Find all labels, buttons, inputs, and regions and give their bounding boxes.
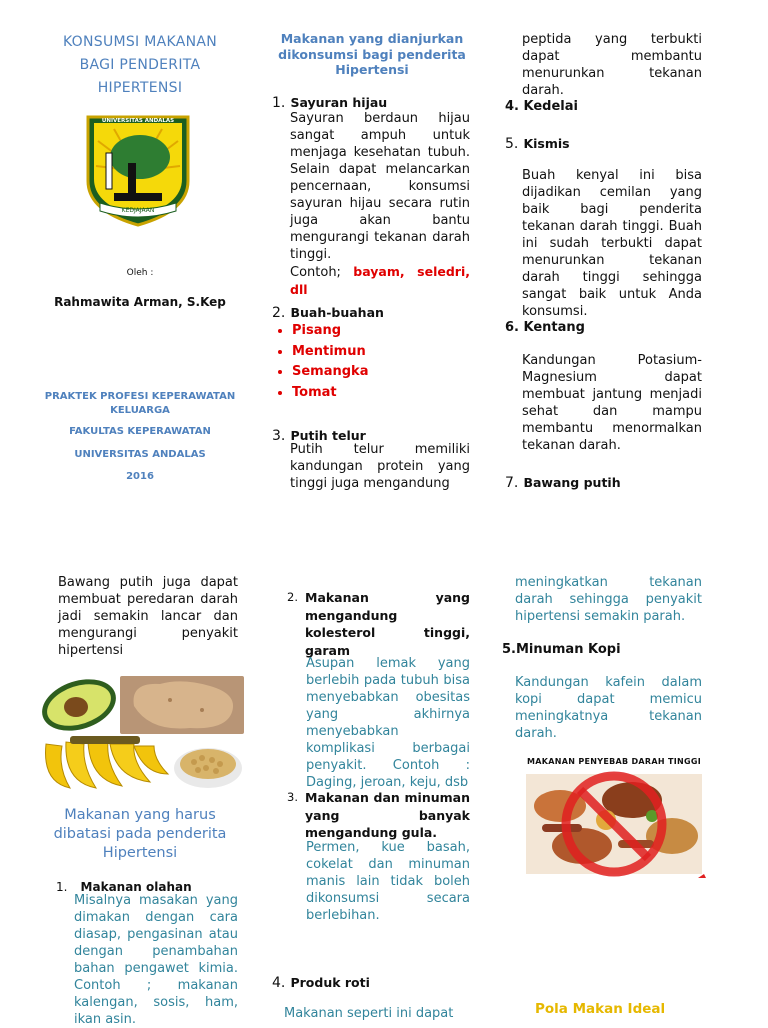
- limited-heading-line-2: dibatasi pada penderita: [53, 826, 227, 842]
- limited-item-4-continued: meningkatkan tekanan darah sehingga penyakit hipertensi semakin parah.: [515, 575, 702, 624]
- recommended-item-1-text: [290, 110, 470, 299]
- fruit-list: [266, 321, 492, 403]
- item-title: Kismis: [523, 136, 570, 151]
- item-number: 3.: [287, 790, 298, 804]
- limited-item-1-text: Misalnya masakan yang dimakan dengan cara diasap, pengasinan atau dengan penambahan bahan pengawet kimia. Contoh ; makanan kalengan, sosis, ham, ikan asin.: [74, 893, 238, 1027]
- limited-heading: [30, 806, 250, 863]
- banner-image: [522, 757, 706, 885]
- item-description: Sayuran berdaun hijau sangat ampuh untuk menjaga kesehatan tubuh. Selain dapat melancarkan pencernaan, konsumsi sayuran hijau secara rutin juga akan bantu mengurangi tekanan darah tinggi.: [290, 111, 470, 262]
- no-junk-food-illustration: [522, 766, 706, 882]
- limited-item-2-heading: [287, 589, 470, 659]
- limited-item-3-text: Permen, kue basah, cokelat dan minuman manis lain tidak boleh dikonsumsi secara berlebihan.: [306, 840, 470, 923]
- item-number: 5.: [505, 136, 519, 152]
- limited-item-5-heading: 5.Minuman Kopi: [502, 642, 621, 657]
- list-item: • Pisang: [292, 321, 492, 342]
- recommended-item-4-heading: 4. Kedelai: [505, 99, 578, 114]
- limited-heading-line-1: Makanan yang harus: [64, 807, 216, 823]
- limited-heading-line-3: Hipertensi: [102, 845, 178, 861]
- list-item: • Semangka: [292, 362, 492, 383]
- limited-item-2-text: Asupan lemak yang berlebih pada tubuh bisa menyebabkan obesitas yang akhirnya menyebabkan komplikasi berbagai penyakit. Contoh : Daging, jeroan, keju, dsb: [306, 656, 470, 790]
- recommended-item-3-text: Putih telur memiliki kandungan protein yang tinggi juga mengandung: [290, 442, 470, 491]
- limited-item-3-heading: [287, 789, 470, 842]
- limited-item-4-text: Makanan seperti ini dapat: [284, 1006, 454, 1021]
- item-title: Putih telur: [290, 428, 366, 443]
- potato-photo: [120, 676, 244, 734]
- logo-top-text: UNIVERSITAS ANDALAS: [101, 118, 175, 124]
- recommended-item-2-heading: [272, 302, 384, 321]
- garlic-text: Bawang putih juga dapat membuat peredaran darah jadi semakin lancar dan mengurangi penyakit hipertensi: [58, 575, 238, 658]
- item-number: 7.: [505, 475, 519, 491]
- limited-item-4-heading: [272, 972, 370, 991]
- university-logo: [84, 111, 192, 227]
- limited-item-5-text: Kandungan kafein dalam kopi dapat memicu meningkatnya tekanan darah.: [515, 675, 702, 741]
- banner-caption: MAKANAN PENYEBAB DARAH TINGGI: [527, 757, 701, 766]
- list-item: • Tomat: [292, 383, 492, 404]
- example-values: bayam, seledri, dll: [290, 264, 470, 297]
- item-number: 1.: [272, 95, 286, 111]
- recommended-item-1-heading: [272, 92, 387, 111]
- item-number: 4.: [272, 975, 286, 991]
- item-title: Makanan dan minuman yang banyak mengandung gula.: [305, 790, 470, 840]
- recommended-heading-line-3: Hipertensi: [335, 62, 409, 77]
- list-item: • Mentimun: [292, 342, 492, 363]
- recommended-heading-line-1: Makanan yang dianjurkan: [280, 31, 464, 46]
- year: 2016: [126, 471, 154, 482]
- item-number: 2.: [287, 590, 298, 604]
- soybean-photo: [172, 734, 244, 792]
- institution-block: [20, 390, 260, 418]
- cover-title-line-1: KONSUMSI MAKANAN: [62, 34, 218, 50]
- recommended-heading: [262, 31, 482, 78]
- recommended-item-6-text: Kandungan Potasium-Magnesium dapat membuat jantung menjadi sehat dan mampu membantu menormalkan tekanan darah.: [522, 353, 702, 453]
- item-number: 3.: [272, 428, 286, 444]
- recommended-item-5-heading: [505, 133, 570, 152]
- by-label: Oleh :: [126, 268, 154, 278]
- cover-title-line-2: BAGI PENDERITA: [79, 57, 201, 73]
- item-title: Makanan olahan: [80, 880, 192, 894]
- banana-photo: [40, 734, 170, 792]
- item-number: 1.: [56, 880, 68, 894]
- recommended-item-7-heading: [505, 472, 621, 491]
- university-name: UNIVERSITAS ANDALAS: [74, 449, 206, 460]
- faculty-name: FAKULTAS KEPERAWATAN: [69, 426, 211, 437]
- footer-heading: Pola Makan Ideal: [535, 1001, 666, 1017]
- item-title: Buah-buahan: [290, 305, 384, 320]
- recommended-item-6-heading: 6. Kentang: [505, 320, 585, 335]
- institution-line-2: KELUARGA: [110, 405, 170, 416]
- recommended-item-5-text: Buah kenyal ini bisa dijadikan cemilan yang baik bagi penderita tekanan darah tinggi. Buah ini sudah terbukti dapat menurunkan tekanan darah tinggi sehingga sangat baik untuk Anda konsumsi.: [522, 168, 702, 319]
- recommended-item-3-continued: peptida yang terbukti dapat membantu menurunkan tekanan darah.: [522, 32, 702, 98]
- item-title: Produk roti: [290, 975, 370, 990]
- recommended-heading-line-2: dikonsumsi bagi penderita: [278, 46, 466, 62]
- item-number: 2.: [272, 305, 286, 321]
- item-title: Sayuran hijau: [290, 95, 388, 110]
- institution-line-1: PRAKTEK PROFESI KEPERAWATAN: [44, 391, 236, 402]
- item-title: Bawang putih: [523, 475, 621, 490]
- avocado-photo: [40, 676, 118, 734]
- item-title: Makanan yang mengandung kolesterol tinggi, garam: [305, 590, 470, 658]
- cover-title: [40, 31, 240, 100]
- logo-ribbon-text: KEDJAJAAN: [121, 207, 155, 214]
- author-name: Rahmawita Arman, S.Kep: [54, 295, 226, 309]
- example-label: Contoh;: [290, 265, 354, 280]
- cover-title-line-3: HIPERTENSI: [97, 80, 183, 96]
